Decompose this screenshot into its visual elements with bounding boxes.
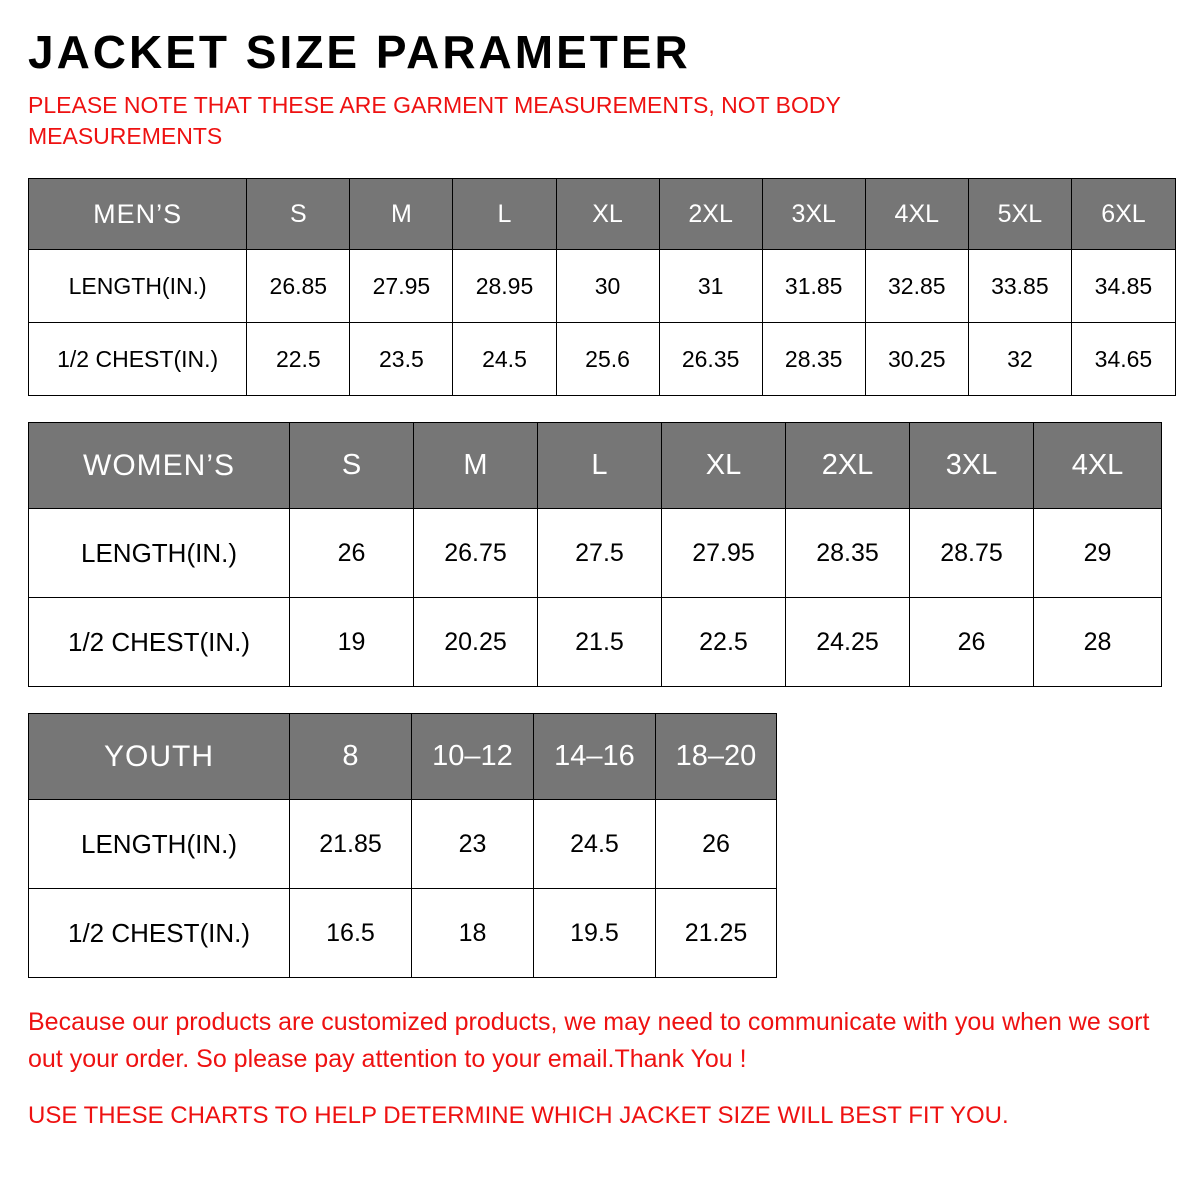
table-row [29,509,1162,598]
womens-length-4xl: 29 [1034,509,1162,598]
mens-size-m: M [350,179,453,250]
table-header-row [29,179,1176,250]
table-row [29,800,777,889]
womens-size-4xl: 4XL [1034,423,1162,509]
mens-chest-s: 22.5 [247,323,350,396]
table-header-row [29,714,777,800]
mens-size-table [28,178,1176,396]
table-row [29,250,1176,323]
mens-chest-2xl: 26.35 [659,323,762,396]
youth-length-label: LENGTH(IN.) [29,800,290,889]
mens-size-3xl: 3XL [762,179,865,250]
mens-size-l: L [453,179,556,250]
mens-length-m: 27.95 [350,250,453,323]
youth-length-14-16: 24.5 [534,800,656,889]
mens-size-2xl: 2XL [659,179,762,250]
womens-chest-s: 19 [290,598,414,687]
womens-size-s: S [290,423,414,509]
mens-header-label: MEN’S [29,179,247,250]
mens-length-2xl: 31 [659,250,762,323]
table-row [29,889,777,978]
mens-chest-6xl: 34.65 [1071,323,1175,396]
mens-length-3xl: 31.85 [762,250,865,323]
mens-size-6xl: 6XL [1071,179,1175,250]
womens-chest-m: 20.25 [414,598,538,687]
mens-chest-xl: 25.6 [556,323,659,396]
mens-chest-label: 1/2 CHEST(IN.) [29,323,247,396]
womens-size-table [28,422,1162,687]
youth-size-10-12: 10–12 [412,714,534,800]
youth-chest-8: 16.5 [290,889,412,978]
womens-chest-xl: 22.5 [662,598,786,687]
womens-length-3xl: 28.75 [910,509,1034,598]
mens-chest-l: 24.5 [453,323,556,396]
mens-length-6xl: 34.85 [1071,250,1175,323]
mens-length-s: 26.85 [247,250,350,323]
youth-chest-label: 1/2 CHEST(IN.) [29,889,290,978]
footer-note-charts: USE THESE CHARTS TO HELP DETERMINE WHICH JACKET SIZE WILL BEST FIT YOU. [28,1101,1009,1129]
youth-length-8: 21.85 [290,800,412,889]
womens-size-3xl: 3XL [910,423,1034,509]
table-row [29,323,1176,396]
womens-chest-4xl: 28 [1034,598,1162,687]
mens-chest-m: 23.5 [350,323,453,396]
womens-length-s: 26 [290,509,414,598]
youth-size-14-16: 14–16 [534,714,656,800]
mens-chest-5xl: 32 [968,323,1071,396]
mens-chest-3xl: 28.35 [762,323,865,396]
mens-length-5xl: 33.85 [968,250,1071,323]
garment-measurement-note: PLEASE NOTE THAT THESE ARE GARMENT MEASUREMENTS, NOT BODY MEASUREMENTS [28,92,841,150]
womens-size-2xl: 2XL [786,423,910,509]
mens-length-l: 28.95 [453,250,556,323]
youth-length-10-12: 23 [412,800,534,889]
mens-length-xl: 30 [556,250,659,323]
mens-size-s: S [247,179,350,250]
mens-length-4xl: 32.85 [865,250,968,323]
womens-size-xl: XL [662,423,786,509]
womens-header-label: WOMEN’S [29,423,290,509]
youth-size-8: 8 [290,714,412,800]
mens-chest-4xl: 30.25 [865,323,968,396]
mens-size-4xl: 4XL [865,179,968,250]
youth-chest-10-12: 18 [412,889,534,978]
womens-length-label: LENGTH(IN.) [29,509,290,598]
mens-length-label: LENGTH(IN.) [29,250,247,323]
womens-size-l: L [538,423,662,509]
footer-notes [28,1004,1172,1133]
table-header-row [29,423,1162,509]
youth-header-label: YOUTH [29,714,290,800]
womens-length-m: 26.75 [414,509,538,598]
page-title: JACKET SIZE PARAMETER [28,26,691,78]
youth-size-table [28,713,777,978]
womens-size-m: M [414,423,538,509]
youth-size-18-20: 18–20 [656,714,777,800]
womens-length-xl: 27.95 [662,509,786,598]
womens-chest-label: 1/2 CHEST(IN.) [29,598,290,687]
womens-chest-3xl: 26 [910,598,1034,687]
table-row [29,598,1162,687]
womens-length-2xl: 28.35 [786,509,910,598]
mens-size-5xl: 5XL [968,179,1071,250]
footer-note-customized: Because our products are customized products, we may need to communicate with you when we sort out your order. So please pay attention to your email.Thank You ! [28,1008,1150,1073]
womens-chest-l: 21.5 [538,598,662,687]
youth-length-18-20: 26 [656,800,777,889]
youth-chest-18-20: 21.25 [656,889,777,978]
mens-size-xl: XL [556,179,659,250]
youth-chest-14-16: 19.5 [534,889,656,978]
womens-length-l: 27.5 [538,509,662,598]
womens-chest-2xl: 24.25 [786,598,910,687]
